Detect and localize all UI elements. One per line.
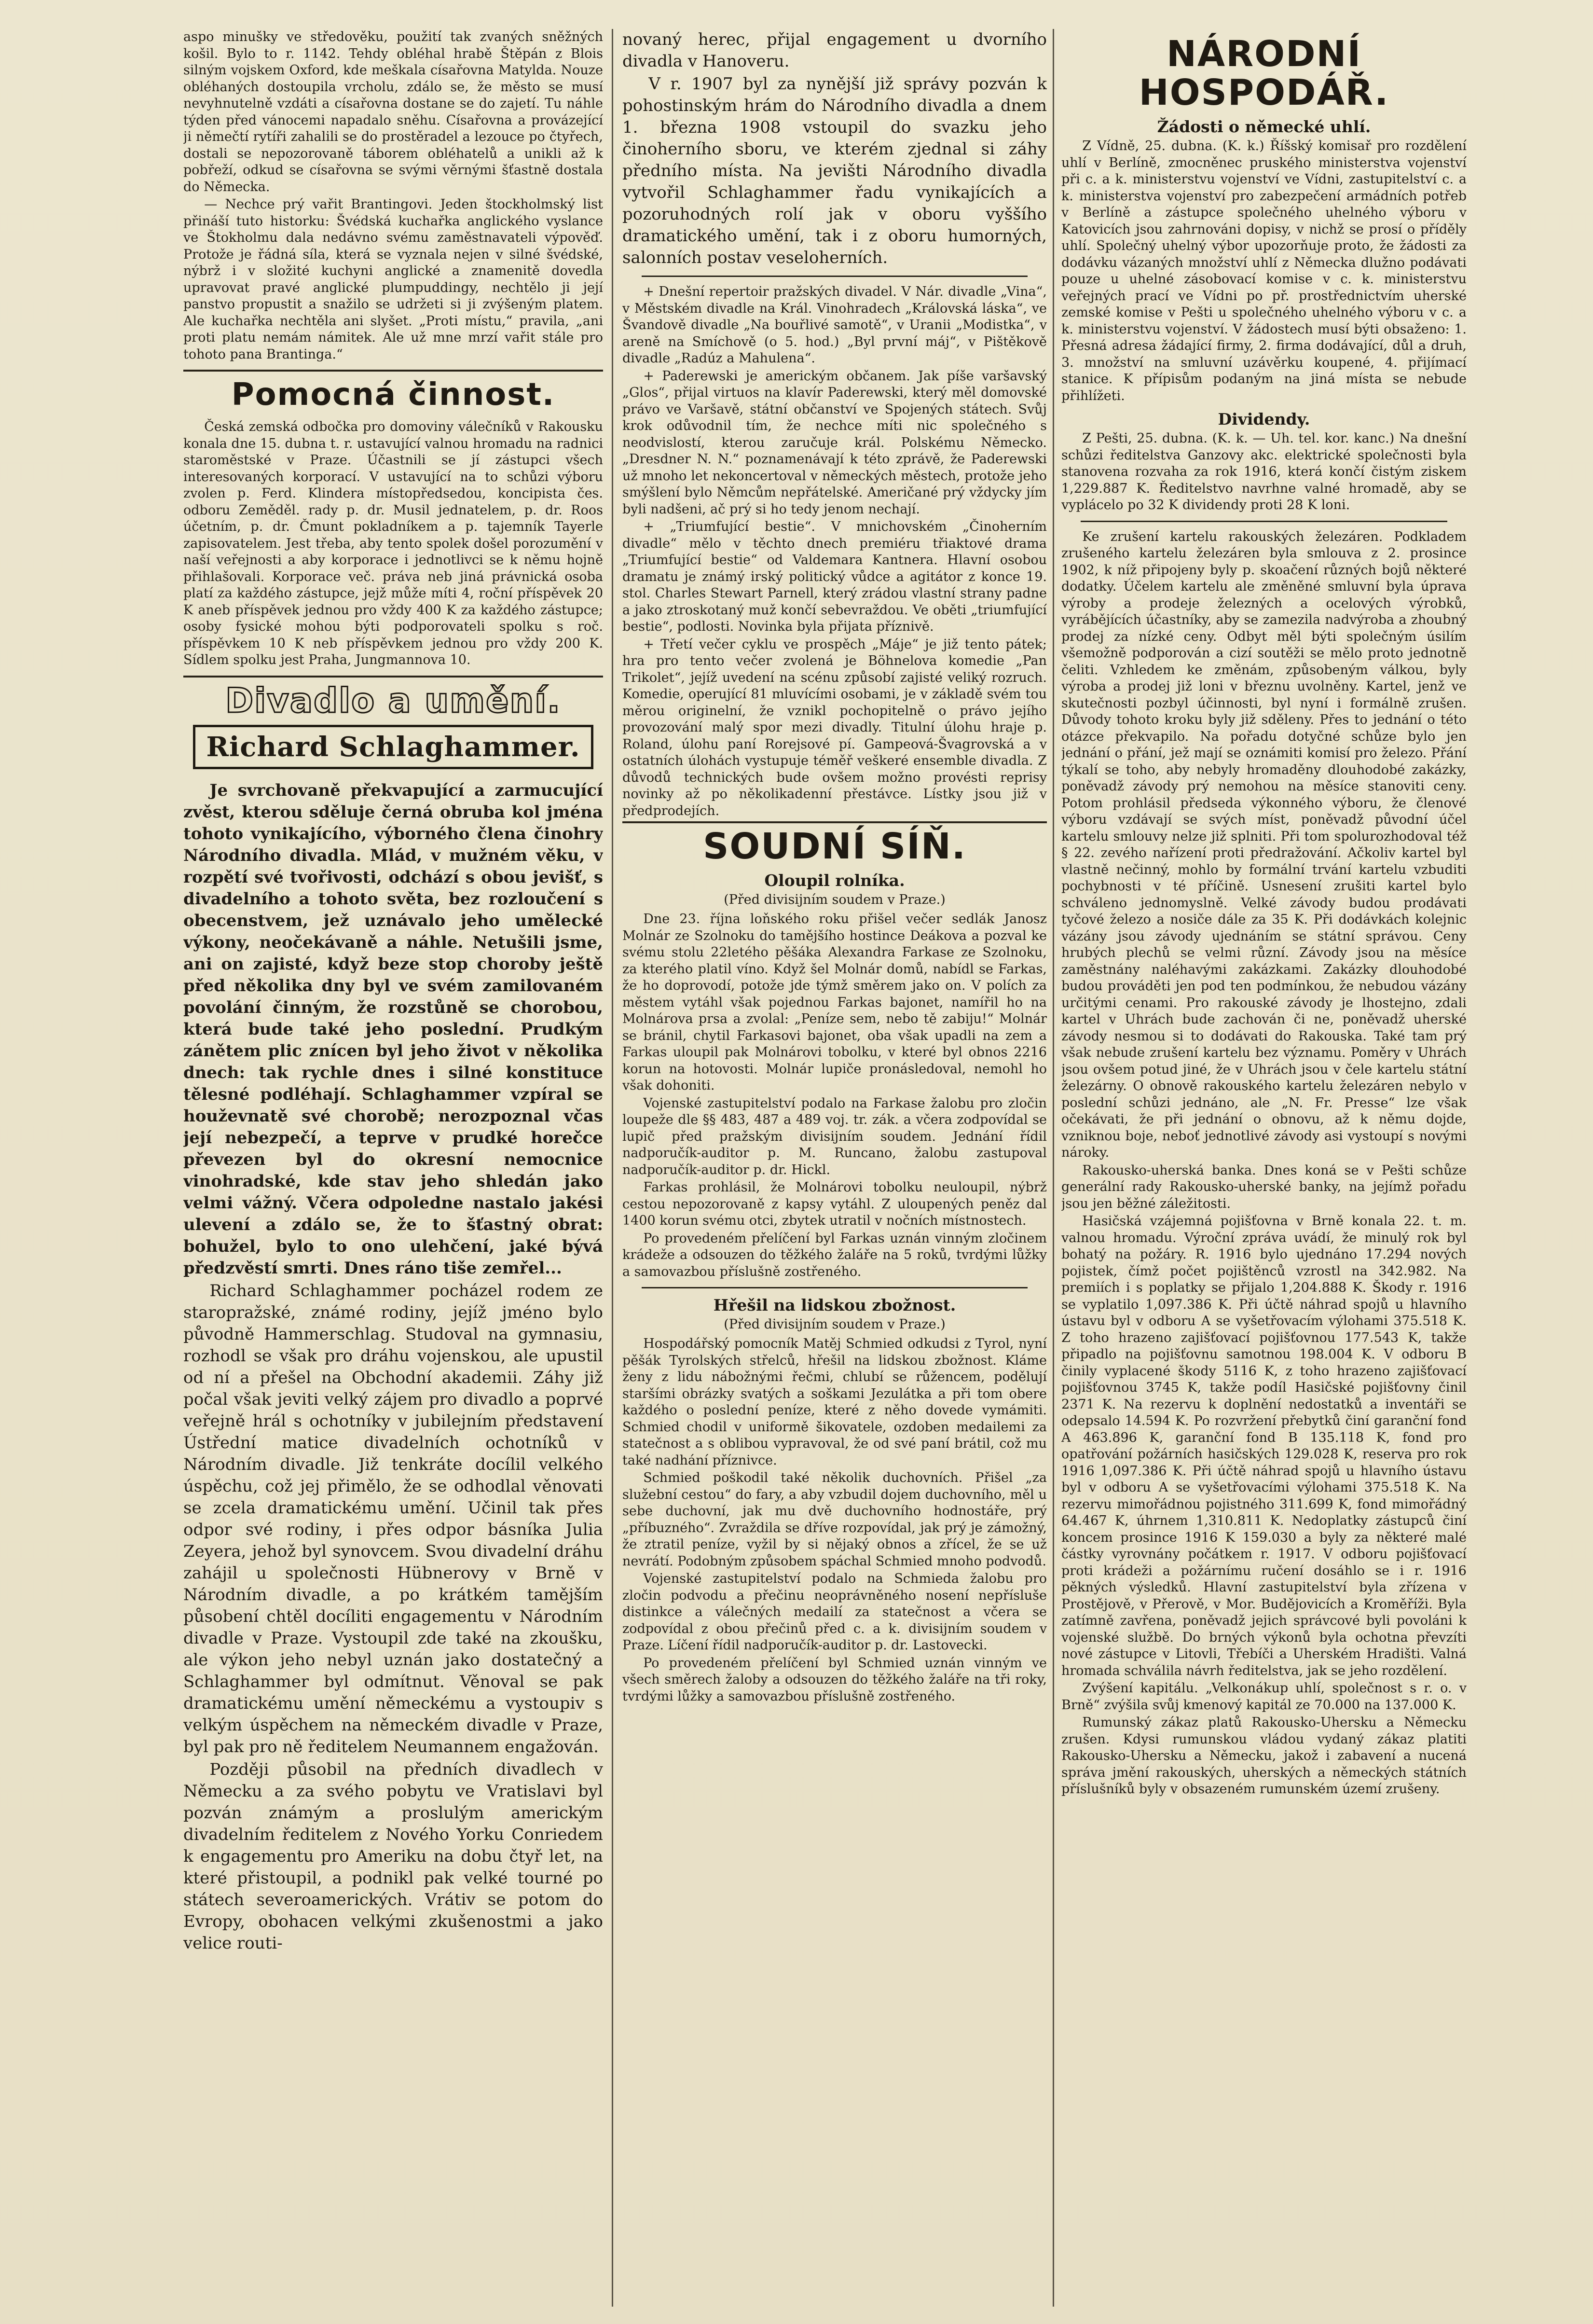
article-paragraph: Farkas prohlásil, že Molnárovi tobolku neuloupil, nýbrž cestou nepozorovaně z kapsy vytáhl. Z uloupených peněz dal 1400 korun svému otci, zbytek utratil v nočních místnostech. [622,1180,1047,1228]
article-paragraph: Po provedeném přelíčení byl Farkas uznán vinným zločinem krádeže a odsouzen do těžkého žaláře na 5 roků, tvrdými lůžky a samovazbou příslušně zostřeného. [622,1231,1047,1279]
article-paragraph: Je svrchovaně překvapující a zarmucující zvěst, kterou sděluje černá obruba kol jména tohoto vynikajícího, výborného člena činohry Národního divadla. Mlád, v mužném věku, v rozpětí své tvořivosti, odchází s obou jevišť, s divadelního a tohoto světa, bez rozloučení s obecenstvem, jež uznávalo jeho umělecké výkony, neočekávaně a náhle. Netušili jsme, ani on zajisté, když beze stop choroby ještě před několika dny byl ve svém zamilovaném povolání činným, že rozstůně se chorobou, která bude také jeho poslední. Prudkým zánětem plic znícen byl jeho život v několika dnech: tak rychle dnes i silné konstituce tělesné podléhají. Schlaghammer vzpíral se houževnatě své chorobě; nerozpoznal včas její nebezpečí, a teprve v prudké horečce převezen byl do okresní nemocnice vinohradské, kde stav jeho shledán jako velmi vážný. Včera odpoledne nastalo jakési ulevení a zdálo se, že to šťastný obrat: bohužel, bylo to ono ulehčení, jaké bývá předzvěstí smrti. Dnes ráno tiše zemřel... [183,780,603,1278]
article-paragraph: Hasičská vzájemná pojišťovna v Brně konala 22. t. m. valnou hromadu. Výroční zpráva uvádí, že minulý rok byl bohatý na požáry. R. 1916 bylo ujednáno 17.294 nových pojistek, čímž počet pojištěnců vzrostl na 342.982. Na premiích i s poplatky se přijalo 1,204.888 K. Škody r. 1916 se vyplatilo 1,097.386 K. Při účtě náhrad spojů u hlavního ústavu byl v odboru A se vyšetřovacím výlohami 375.518 K. Z toho hrazeno zajišťovací pojišťovnou 177.543 K, takže připadlo na pojišťovnu samotnou 198.004 K. V odboru B činily vyplacené škody 5116 K, z toho hrazeno zajišťovací pojišťovnou 3745 K, takže podíl Hasičské pojišťovny činil 2371 K. Na rezervu k doplnění nedostatků a inventáři se odepsalo 14.594 K. Po rozvržení přebytků činí garanční fond A 463.896 K, garanční fond B 135.118 K, fond pro opatřování požárních hasičských 129.028 K, reserva pro rok 1916 1,097.386 K. Při účtě náhrad spojů u hlavního ústavu byl v odboru A se vyšetřovacími výlohami 375.518 K. Na rezervu mimořádnou pojistného 311.699 K, fond mimořádný 64.467 K, úhrnem 1,310.811 K. Nedoplatky zástupců činí koncem prosince 1916 K 159.030 a byly za některé malé částky vyrovnány počátkem r. 1917. V odboru pojišťovací proti krádeži a požárnímu ručení dosáhlo se i r. 1916 pěkných výsledků. Hlavní zastupitelství byla zřízena v Prostějově, v Přerově, v Mor. Budějovicích a Kroměříži. Byla zatímně zavřena, poněvadž jejich správcové byli povoláni k vojenské službě. Do brných výkonů byla ochotna převzíti nové zástupce v Litovli, Třebíči a Uherském Hradišti. Valná hromada schválila návrh ředitelstva, jak se jeho rozdělení. [1061,1214,1467,1678]
column-divider [1053,29,1054,2307]
news-item: + Dnešní repertoir pražských divadel. V Nár. divadle „Vina“, v Městském divadle na Král. Vinohradech „Královská láska“, ve Švandově divadle „Na bouřlivé samotě“, v Uranii „Modistka“, v areně na Smíchově (o 5. hod.) „Byl první máj“, v Pištěkově divadle „Radúz a Mahulena“. [622,284,1047,366]
article-paragraph: Hospodářský pomocník Matěj Schmied odkudsi z Tyrol, nyní pěšák Tyrolských střelců, hřešil na lidskou zbožnost. Kláme ženy z lidu nábožnými řečmi, chlubí se růžencem, podělují staršími obrázky svatých a soškami Jezulátka a při tom obere každého o poslední peníze, které z něho dovede vymámiti. Schmied chodil v uniformě šikovatele, ozdoben medailemi za statečnost a s oblibou vypravoval, že od své paní brátil, což mu také nadhání příznivce. [622,1336,1047,1468]
column-1 [183,29,603,2307]
article-paragraph: — Nechce prý vařit Brantingovi. Jeden štockholmský list přináší tuto historku: Švédská kuchařka anglického vyslance ve Štokholmu dala nedávno svému zaměstnavateli výpověď. Protože je řádná síla, která se vyznala nejen v silné švédské, nýbrž i v složité kuchyni anglické a znamenitě dovedla upravovat pravé anglické plumpuddingy, nechtělo ji její panstvo propustit a snažilo se udržeti si ji zvýšeným platem. Ale kuchařka nechtěla ani slyšet. „Proti místu,“ pravila, „ani proti platu nemám námitek. Ale už mne mrzí vařit stále pro tohoto pana Brantinga.“ [183,197,603,362]
divider-line [1081,521,1447,522]
obituary-continuation [622,29,1047,269]
article-paragraph: novaný herec, přijal engagement u dvorního divadla v Hanoveru. [622,30,1047,71]
news-item: + Třetí večer cyklu ve prospěch „Máje“ je již tento pátek; hra pro tento večer zvolená je Böhnelova komedie „Pan Trikolet“, jejíž uvedení na scénu způsobí zajisté veliký rozruch. Komedie, operující 81 mluvícími osobami, je v základě svém tou měrou originelní, že vznikl pochopitelně o právo jejího provozování malý spor mezi divadly. Titulní úlohu hraje p. Roland, úlohu paní Rorejsové pí. Gampeová-Švagrovská a v ostatních úlohách vystupuje téměř veškeré ensemble divadla. Z důvodů technických bude ovšem možno provésti reprisy novinky až po několikadenní přestávce. Lístky jsou již v předprodejích. [622,636,1047,818]
section-heading-pomocna: Pomocná činnost. [183,370,603,414]
news-item: + Paderewski je americkým občanem. Jak píše varšavský „Glos“, přijal virtuos na klavír Paderewski, který měl domovské právo ve Varšavě, státní občanství ve Spojených státech. Svůj krok odůvodnil tím, že nechce míti nic společného s neodvislostí, kterou zaručuje král. Polskému Německo. „Dresdner N. N.“ poznamenávají k této zprávě, že Paderewski už mnoho let nekoncertoval v německých městech, protože jeho smýšlení bylo Němcům nepřátelské. Američané prý vždycky jím byli nadšeni, ač prý si ho tedy jenom nechají. [622,368,1047,517]
column-3 [1061,29,1467,2307]
article-title: Dividendy. [1218,410,1310,429]
column-2 [622,29,1047,2307]
article-paragraph: Vojenské zastupitelství podalo na Farkase žalobu pro zločin loupeže dle §§ 483, 487 a 489 voj. tr. zák. a včera zodpovídal se lupič před pražským divisijním soudem. Jednání řídil nadporučík-auditor p. M. Runcano, žalobu zastupoval nadporučík-auditor p. dr. Hickl. [622,1095,1047,1177]
section-heading-soudni: SOUDNÍ SÍŇ. [622,821,1047,866]
article-title: Oloupil rolníka. [764,871,905,890]
article-subtitle: (Před divisijním soudem v Praze.) [724,1317,946,1332]
article-paragraph: Ke zrušení kartelu rakouských železáren. Podkladem zrušeného kartelu železáren byla smlouva z 2. prosince 1902, k níž připojeny byly p. skoačení různých bojů některé dodatky. Účelem kartelu ale změněné smluvní byla úprava výroby a prodeje železných a ocelových výrobků, vyrábějících účastníky, aby se zamezila nadvýroba a zhoubný prodej za nízké ceny. Odbyt měl býti společným úsilím všemožně podporován a cizí soutěži se mělo proto jednotně čeliti. Vzhledem ke změnám, způsobeným válkou, byly výroba a prodej již loni v březnu uvolněny. Kartel, jenž ve skutečnosti pozbyl účinnosti, byl nyní i formálně zrušen. Důvody tohoto kroku byly již sděleny. Přes to jednání o této otázce překvapilo. Na pořadu dotyčné schůze bylo jen jednání o přání, jež mají se oznámiti komisí pro železo. Přání týkalí se toho, aby nebyly hromaděny dlouhodobé zakázky, poněvadž závody prý nemohou na měsíce stanoviti ceny. Potom prohlásil předseda výkonného výboru, že členové výboru vzdávají se svých míst, poněvadž původní účel kartelu smlouvy nelze již splniti. Při tom spolurozhodoval též § 22. zevého nařízení proti předražování. Ačkoliv kartel byl vlastně nečinný, mohlo by formální trvání kartelu vzbuditi pochybnosti v té příčině. Usnesení zrušiti kartel bylo schváleno jednomyslně. Velké závody budou prodávati tyčové železo a nosiče dále za 35 K. Při dodávkách kolejnic vázány jsou závody ujednáním se státní správou. Ceny hrubých plechů se velmi různí. Závody jsou na měsíce zaměstnány naléhavými zakázkami. Zakázky dlouhodobé budou prováděti jen pod ten podmínkou, že nebudou vázány určitými cenami. Pro rakouské závody je lhostejno, zdali kartel v Uhrách bude zachován či ne, poněvadž uherské závody nesmou si to dodávati do Rakouska. Také tam prý však nebude zrušení kartelu bez významu. Poměry v Uhrách jsou ovšem potud jiné, že v Uhrách jsou v čele kartelu státní železárny. O obnově rakouského kartelu železáren nebylo v poslední schůzi jednáno, ale „N. Fr. Presse“ lze však očekávati, že při jednání o obnovu, až k němu dojde, vzniknou boje, neboť jednotlivé závody asi vystoupí s novými nároky. [1061,529,1467,1160]
article-paragraph: Z Pešti, 25. dubna. (K. k. — Uh. tel. kor. kanc.) Na dnešní schůzi ředitelstva Ganzovy akc. elektrické společnosti byla stanovena rozvaha za rok 1916, která končí čistým ziskem 1,229.887 K. Ředitelstvo navrhne valné hromadě, aby se vyplácelo po 32 K dividendy proti 28 K loni. [1061,431,1467,512]
article-title: Hřešil na lidskou zbožnost. [713,1296,956,1314]
article-paragraph: Česká zemská odbočka pro domoviny válečníků v Rakousku konala dne 15. dubna t. r. ustavující valnou hromadu na radnici staroměstské v Praze. Účastnili se jí zástupci všech interesovaných korporací. V ustavující na to schůzi výboru zvolen p. Ferd. Klindera místopředsedou, koncipista čes. odboru Zeměděl. rady p. dr. Musil jednatelem, p. dr. Roos účetním, p. dr. Čmunt pokladníkem a p. tajemník Tayerle zapisovatelem. Jest třeba, aby tento spolek došel porozumění v naší veřejnosti a aby korporace i jednotlivci se k němu hojně přihlašovali. Korporace več. práva neb jiná právnická osoba platí za každého zástupce, jejž může míti 4, roční příspěvek 20 K aneb příspěvek jednou pro vždy 400 K za každého zástupce; osoby fysické mohou býti podporovateli spolku s roč. příspěvkem 10 K neb příspěvkem jednou pro vždy 200 K. Sídlem spolku jest Praha, Jungmannova 10. [183,419,603,667]
article-paragraph: Zvýšení kapitálu. „Velkonákup uhlí, společnost s r. o. v Brně“ zvýšila svůj kmenový kapitál ze 70.000 na 137.000 K. [1061,1681,1467,1713]
article-paragraph: Později působil na předních divadlech v Německu a za svého pobytu ve Vratislavi byl pozván známým a proslulým americkým divadelním ředitelem z Nového Yorku Conriedem k engagementu pro Ameriku na dobu čtyř let, na které přistoupil, a podnikl pak velké tourné po státech severoamerických. Vrátiv se potom do Evropy, obohacen velkými zkušenostmi a jako velice routi- [183,1759,603,1953]
article-paragraph: Richard Schlaghammer pocházel rodem ze staropražské, známé rodiny, jejíž jméno bylo původně Hammerschlag. Studoval na gymnasiu, rozhodl se však pro dráhu vojenskou, ale upustil od ní a přešel na Obchodní akademii. Záhy již počal však jeviti velký zájem pro divadlo a poprvé veřejně hrál s ochotníky v jubilejním představení Ústřední matice divadelních ochotníků v Národním divadle. Již tenkráte docílil velkého úspěchu, což jej přimělo, že se odhodlal věnovati se zcela dramatickému umění. Učinil tak přes odpor své rodiny, i přes odpor básníka Julia Zeyera, jehož byl synovcem. Svou divadelní dráhu zahájil u společnosti Hübnerovy v Brně v Národním divadle, a po krátkém tamějším působení chtěl docíliti engagementu v Národním divadle v Praze. Vystoupil zde také na zkoušku, ale výkon jeho nebyl uznán jako dostatečný a Schlaghammer byl odmítnut. Věnoval se pak dramatickému umění německému a vystoupiv s velkým úspěchem na německém divadle v Praze, byl pak pro ně ředitelem Neumannem engažován. [183,1281,603,1757]
article-paragraph: V r. 1907 byl za nynější již správy pozván k pohostinským hrám do Národního divadla a dnem 1. března 1908 vstoupil do svazku jeho činoherního sboru, ve kterém zjednal si záhy předního místa. Na jevišti Národního divadla vytvořil Schlaghammer řadu vynikajících a pozoruhodných rolí jak v oboru vyššího dramatického umění, tak i z oboru humorných, salonních postav veseloherních. [622,74,1047,267]
article-paragraph: Schmied poškodil také několik duchovních. Přišel „za služební cestou“ do fary, a aby vzbudil dojem duchovního, měl u sebe duchovní, jak mu dvě duchovního hodnostáře, prý „příbuzného“. Zvraždila se dříve rozpovídal, jak prý je zámožný, že ztratil peníze, vyžil by si nějaký obnos a zřícel, že se už nevrátí. Podobným způsobem spáchal Schmied mnoho podvodů. [622,1470,1047,1569]
section-heading-hospodar: NÁRODNÍ HOSPODÁŘ. [1139,33,1389,113]
obituary-title-box: Richard Schlaghammer. [193,725,593,769]
divider-line [642,1287,1028,1288]
obituary-body [183,780,603,1954]
article-subtitle: (Před divisijním soudem v Praze.) [724,892,946,907]
article-paragraph: Dne 23. října loňského roku přišel večer sedlák Janosz Molnár ze Szolnoku do tamějšího hostince Deákova a pozval ke svému stolu 22letého pěšáka Alexandra Farkase ze Szolnoku, za kterého platil víno. Když šel Molnár domů, nabídl se Farkas, že ho doprovodí, potože jde týmž směrem jako on. V polích za městem vytáhl však pojednou Farkas bajonet, namířil ho na Molnárova prsa a zvolal: „Peníze sem, nebo tě zabiju!“ Molnár se bránil, chytil Farkasovi bajonet, oba však upadli na zem a Farkas uloupil pak Molnárovi tobolku, v které byl obnos 2216 korun na hotovosti. Molnár lupiče pronásledoval, nemohl ho však dohoniti. [622,912,1047,1093]
article-title: Žádosti o německé uhlí. [1157,117,1371,136]
divider-line [642,276,1028,277]
article-paragraph: Z Vídně, 25. dubna. (K. k.) Říšský komisař pro rozdělení uhlí v Berlíně, zmocněnec pruského ministerstva vojenství při c. a k. ministerstvu vojenství ve Vídni, zastupitelství c. a k. ministerstva vojenství pro zabezpečení armádních potřeb v Berlíně a zástupce společného uhelného výboru v Katovicích jsou zahrnováni dopisy, v nichž se prosí o příděly uhlí. Společný uhelný výbor upozorňuje proto, že žádosti za dodávku vázaných množství uhlí z Německa dlužno podávati pouze u uhelné zásobovací komise v c. k. ministerstvu veřejných prací ve Vídni po př. prostřednictvím uherské zemské komise v Pešti u společného uhelného výboru v c. a k. ministerstvu vojenství. V žádostech musí býti obsaženo: 1. Přesná adresa žádající firmy, 2. firma dodávající, důl a druh, 3. množství na smluvní uzávěrku koupené, 4. přijímací stanice. K přípisům podaným na jiná místa se nebude přihlížeti. [1061,138,1467,403]
article-paragraph: Rakousko-uherská banka. Dnes koná se v Pešti schůze generální rady Rakousko-uherské banky, na jejímž pořadu jsou jen běžné záležitosti. [1061,1162,1467,1211]
article-paragraph: aspo minušky ve středověku, použití tak zvaných sněžných košil. Bylo to r. 1142. Tehdy obléhal hrabě Štěpán z Blois silným vojskem Oxford, kde meškala císařovna Matylda. Nouze obléhaných dostoupila vrcholu, zdálo se, že město se musí nevyhnutelně vzdáti a císařovna dostane se do zajetí. Tu náhle týden před vánocemi napadalo sněhu. Císařovna a provázející ji němečtí rytíři zahalili se do prostěradel a lezouce po čtyřech, dostali se nepozorovaně táborem obléhatelů a unikli až k pobřeží, odkud se císařovna se svými věrnými šťastně dostala do Německa. [183,29,603,194]
news-item: + „Triumfující bestie“. V mnichovském „Činoherním divadle“ mělo v těchto dnech premiéru třiaktové drama „Triumfující bestie“ od Valdemara Kantnera. Hlavní osobou dramatu je známý irský politický vůdce a agitátor z konce 19. stol. Charles Stewart Parnell, který zrádou vlastní strany padne a jako ztroskotaný muž končí sebevraždou. Ve oběti „triumfující bestie“, podlosti. Novinka byla přijata příznivě. [622,519,1047,634]
article-paragraph: Rumunský zákaz platů Rakousko-Uhersku a Německu zrušen. Kdysi rumunskou vládou vydaný zákaz platiti Rakousko-Uhersku a Německu, jakož i zabavení a nucená správa jmění rakouských, uherských a německých státních příslušníků byly v obsazeném rumunském území zrušeny. [1061,1715,1467,1797]
section-heading-divadlo: Divadlo a umění. [183,676,603,720]
article-paragraph: Po provedeném přelíčení byl Schmied uznán vinným ve všech směrech žaloby a odsouzen do těžkého žaláře na tři roky, tvrdými lůžky a samovazbou příslušně zostřeného. [622,1655,1047,1704]
column-divider [612,29,613,2307]
article-paragraph: Vojenské zastupitelství podalo na Schmieda žalobu pro zločin podvodu a přečinu neoprávněného nosení nepřísluše distinkce a válečných medailí za statečnost a včera se zodpovídal z obou přečinů před c. a k. divisijním soudem v Praze. Líčení řídil nadporučík-auditor p. dr. Lastovecki. [622,1571,1047,1653]
